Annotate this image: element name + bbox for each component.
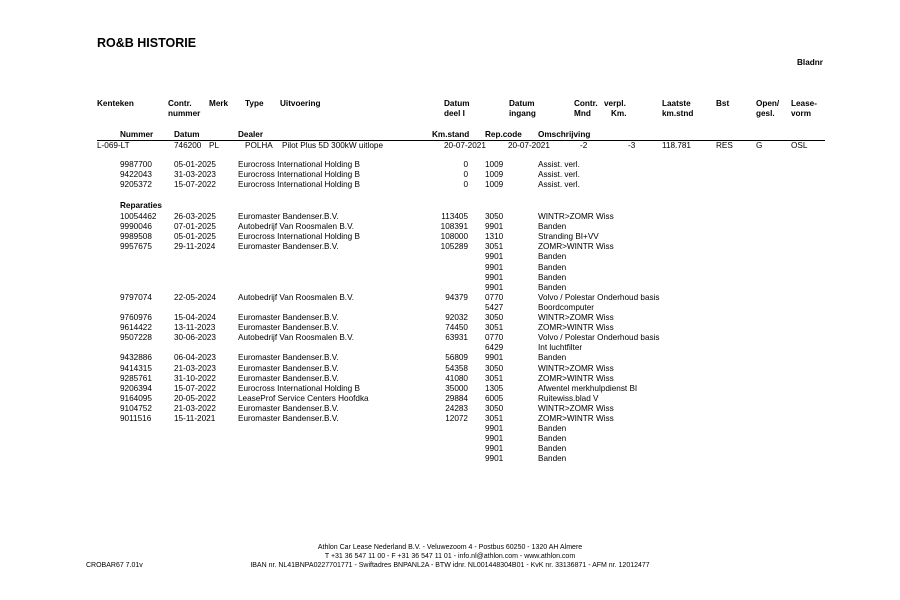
cell-datum: 29-11-2024	[174, 242, 216, 252]
cell-datum: 30-06-2023	[174, 333, 216, 343]
cell-code: 3050	[485, 212, 504, 221]
header-contr: Contr.	[168, 99, 192, 108]
cell-dealer: Eurocross International Holding B	[238, 160, 360, 169]
subheader-nummer: Nummer	[120, 130, 154, 139]
cell-omschrijving: Banden	[538, 272, 567, 282]
cell-code: 3050	[485, 313, 504, 322]
header-merk: Merk	[209, 99, 229, 108]
cell-dealer: Autobedrijf Van Roosmalen B.V.	[238, 222, 355, 232]
subheader-datum: Datum	[174, 130, 200, 139]
cell-km: 63931	[445, 333, 468, 343]
footer-company: Athlon Car Lease Nederland B.V. - Veluwezoom 4 - Postbus 60250 - 1320 AH Almere	[317, 544, 583, 551]
cell-code: 9901	[485, 272, 504, 282]
cell-omschrijving: Ruitewiss.blad V	[538, 393, 599, 403]
cell-datum: 21-03-2022	[174, 403, 216, 413]
cell-dealer: Euromaster Bandenser.B.V.	[238, 212, 339, 221]
cell-dealer: LeaseProf Service Centers Hoofdka	[238, 393, 369, 403]
cell-code: 3050	[485, 363, 504, 373]
cell-omschrijving: Assist. verl.	[538, 180, 580, 190]
subheader-kmstand: Km.stand	[432, 130, 470, 139]
cell-omschrijving: Boordcomputer	[538, 302, 594, 312]
vehicle-open: G	[756, 141, 763, 150]
subheader-repcode: Rep.code	[485, 130, 522, 139]
cell-km: 24283	[445, 403, 468, 413]
cell-datum: 26-03-2025	[174, 212, 216, 221]
cell-km: 92032	[445, 313, 468, 322]
cell-datum: 05-01-2025	[174, 160, 216, 169]
cell-code: 1310	[485, 232, 504, 242]
subheader-omschrijving: Omschrijving	[538, 130, 591, 139]
cell-code: 1009	[485, 170, 504, 180]
cell-omschrijving: Banden	[538, 252, 567, 262]
cell-km: 41080	[445, 373, 468, 383]
cell-km: 0	[463, 170, 468, 180]
cell-omschrijving: ZOMR>WINTR Wiss	[538, 373, 614, 383]
page-title: RO&B HISTORIE	[97, 36, 197, 50]
cell-dealer: Euromaster Bandenser.B.V.	[238, 403, 339, 413]
cell-omschrijving: Banden	[538, 282, 567, 292]
cell-km: 94379	[445, 292, 468, 302]
cell-code: 5427	[485, 302, 504, 312]
header-laatste: Laatste	[662, 99, 691, 108]
cell-omschrijving: Banden	[538, 222, 567, 232]
vehicle-lease: OSL	[791, 141, 808, 150]
cell-code: 3051	[485, 242, 504, 252]
cell-code: 9901	[485, 353, 504, 363]
header-contr-mnd: Contr.	[574, 99, 598, 108]
cell-km: 0	[463, 180, 468, 190]
cell-datum: 06-04-2023	[174, 353, 216, 363]
cell-nummer: 9507228	[120, 333, 152, 343]
header-datum-deel: Datum	[444, 99, 470, 108]
cell-dealer: Eurocross International Holding B	[238, 180, 360, 190]
vehicle-datum-deel: 20-07-2021	[444, 141, 486, 150]
cell-nummer: 9989508	[120, 232, 152, 242]
cell-code: 0770	[485, 292, 504, 302]
cell-dealer: Eurocross International Holding B	[238, 232, 360, 242]
cell-code: 3051	[485, 414, 504, 423]
header-nummer: nummer	[168, 109, 201, 118]
cell-omschrijving: Stranding BI+VV	[538, 232, 599, 242]
cell-code: 9901	[485, 434, 504, 444]
cell-omschrijving: WINTR>ZOMR Wiss	[538, 212, 614, 221]
vehicle-bst: RES	[716, 141, 733, 150]
vehicle-merk: PL	[209, 141, 220, 150]
header-gesl: gesl.	[756, 109, 775, 118]
reparaties-heading: Reparaties	[120, 201, 162, 210]
cell-omschrijving: Volvo / Polestar Onderhoud basis	[538, 292, 660, 302]
cell-omschrijving: Afwentel merkhulpdienst BI	[538, 383, 638, 393]
cell-omschrijving: WINTR>ZOMR Wiss	[538, 363, 614, 373]
cell-nummer: 9614422	[120, 323, 152, 333]
cell-datum: 31-10-2022	[174, 373, 216, 383]
footer-contact: T +31 36 547 11 00 - F +31 36 547 11 01 - info.nl@athlon.com - www.athlon.com	[324, 553, 576, 560]
cell-omschrijving: WINTR>ZOMR Wiss	[538, 403, 614, 413]
cell-omschrijving: Banden	[538, 454, 567, 464]
cell-omschrijving: Banden	[538, 434, 567, 444]
cell-datum: 31-03-2023	[174, 170, 216, 180]
cell-omschrijving: Banden	[538, 444, 567, 454]
cell-code: 9901	[485, 444, 504, 454]
cell-dealer: Euromaster Bandenser.B.V.	[238, 323, 339, 333]
cell-km: 74450	[445, 323, 468, 333]
cell-code: 9901	[485, 454, 504, 464]
vehicle-kenteken: L-069-LT	[97, 141, 130, 150]
cell-omschrijving: ZOMR>WINTR Wiss	[538, 242, 614, 252]
cell-km: 29884	[445, 393, 468, 403]
cell-km: 56809	[445, 353, 468, 363]
vehicle-type: POLHA	[245, 141, 273, 150]
cell-dealer: Eurocross International Holding B	[238, 383, 360, 393]
cell-nummer: 9422043	[120, 170, 152, 180]
header-bst: Bst	[716, 99, 730, 108]
cell-nummer: 9987700	[120, 160, 152, 169]
cell-datum: 05-01-2025	[174, 232, 216, 242]
cell-datum: 22-05-2024	[174, 292, 216, 302]
cell-dealer: Euromaster Bandenser.B.V.	[238, 242, 339, 252]
footer-version: CROBAR67 7.01v	[86, 562, 143, 569]
vehicle-uitvoering: Pilot Plus 5D 300kW uitlope	[282, 141, 384, 150]
cell-code: 9901	[485, 252, 504, 262]
header-open: Open/	[756, 99, 780, 108]
cell-omschrijving: Volvo / Polestar Onderhoud basis	[538, 333, 660, 343]
cell-code: 1009	[485, 180, 504, 190]
cell-omschrijving: Banden	[538, 424, 567, 434]
cell-dealer: Eurocross International Holding B	[238, 170, 360, 180]
cell-datum: 15-11-2021	[174, 414, 216, 423]
cell-code: 9901	[485, 282, 504, 292]
cell-datum: 07-01-2025	[174, 222, 216, 232]
cell-datum: 15-07-2022	[174, 180, 216, 190]
cell-omschrijving: Banden	[538, 353, 567, 363]
cell-km: 113405	[441, 212, 468, 221]
cell-nummer: 9432886	[120, 353, 152, 363]
cell-km: 108000	[440, 232, 468, 242]
cell-code: 9901	[485, 424, 504, 434]
cell-nummer: 9957675	[120, 242, 152, 252]
cell-code: 3051	[485, 323, 504, 333]
vehicle-datum-ingang: 20-07-2021	[508, 141, 550, 150]
vehicle-laatste-km: 118.781	[662, 141, 691, 150]
cell-omschrijving: Assist. verl.	[538, 160, 580, 169]
cell-code: 1305	[485, 383, 504, 393]
header-vorm: vorm	[791, 109, 812, 118]
header-uitvoering: Uitvoering	[280, 99, 321, 108]
cell-omschrijving: Int luchtfilter	[538, 343, 583, 353]
vehicle-contract: 746200	[174, 141, 202, 150]
header-ingang: ingang	[509, 109, 536, 118]
cell-nummer: 10054462	[120, 212, 157, 221]
cell-omschrijving: Banden	[538, 262, 567, 272]
cell-km: 108391	[440, 222, 468, 232]
vehicle-mnd: -2	[580, 141, 588, 150]
vehicle-km: -3	[628, 141, 636, 150]
cell-dealer: Euromaster Bandenser.B.V.	[238, 313, 339, 322]
cell-nummer: 9206394	[120, 383, 152, 393]
cell-nummer: 9990046	[120, 222, 152, 232]
cell-code: 9901	[485, 222, 504, 232]
cell-nummer: 9164095	[120, 393, 152, 403]
cell-code: 9901	[485, 262, 504, 272]
cell-datum: 13-11-2023	[174, 323, 216, 333]
cell-dealer: Euromaster Bandenser.B.V.	[238, 414, 339, 423]
cell-omschrijving: ZOMR>WINTR Wiss	[538, 414, 614, 423]
cell-km: 105289	[440, 242, 468, 252]
header-kmstnd: km.stnd	[662, 109, 694, 118]
cell-nummer: 9205372	[120, 180, 152, 190]
cell-dealer: Euromaster Bandenser.B.V.	[238, 373, 339, 383]
footer-bank: IBAN nr. NL41BNPA0227701771 - Swiftadres BNPANL2A - BTW idnr. NL001448304B01 - KvK nr. 33136871 - AFM nr. 12012477	[250, 562, 650, 569]
cell-datum: 20-05-2022	[174, 393, 216, 403]
cell-km: 12072	[445, 414, 468, 423]
cell-nummer: 9414315	[120, 363, 152, 373]
header-type: Type	[245, 99, 264, 108]
header-km: Km.	[611, 109, 627, 118]
cell-dealer: Euromaster Bandenser.B.V.	[238, 363, 339, 373]
header-verpl: verpl.	[604, 99, 626, 108]
cell-code: 3051	[485, 373, 504, 383]
cell-nummer: 9104752	[120, 403, 152, 413]
cell-nummer: 9760976	[120, 313, 152, 322]
cell-datum: 15-07-2022	[174, 383, 216, 393]
cell-dealer: Euromaster Bandenser.B.V.	[238, 353, 339, 363]
cell-dealer: Autobedrijf Van Roosmalen B.V.	[238, 292, 355, 302]
cell-datum: 21-03-2023	[174, 363, 216, 373]
cell-dealer: Autobedrijf Van Roosmalen B.V.	[238, 333, 355, 343]
cell-km: 54358	[445, 363, 468, 373]
header-datum-ingang: Datum	[509, 99, 535, 108]
cell-code: 0770	[485, 333, 504, 343]
cell-omschrijving: WINTR>ZOMR Wiss	[538, 313, 614, 322]
subheader-dealer: Dealer	[238, 130, 264, 139]
header-deel-i: deel I	[444, 109, 465, 118]
cell-nummer: 9797074	[120, 292, 152, 302]
cell-nummer: 9011516	[120, 414, 152, 423]
cell-nummer: 9285761	[120, 373, 152, 383]
cell-km: 35000	[445, 383, 468, 393]
cell-km: 0	[463, 160, 468, 169]
cell-code: 3050	[485, 403, 504, 413]
cell-code: 6005	[485, 393, 504, 403]
cell-omschrijving: Assist. verl.	[538, 170, 580, 180]
header-kenteken: Kenteken	[97, 99, 134, 108]
cell-datum: 15-04-2024	[174, 313, 216, 322]
header-mnd: Mnd	[574, 109, 591, 118]
page-number-label: Bladnr	[797, 58, 823, 67]
cell-omschrijving: ZOMR>WINTR Wiss	[538, 323, 614, 333]
cell-code: 1009	[485, 160, 504, 169]
header-lease: Lease-	[791, 99, 817, 108]
cell-code: 6429	[485, 343, 504, 353]
